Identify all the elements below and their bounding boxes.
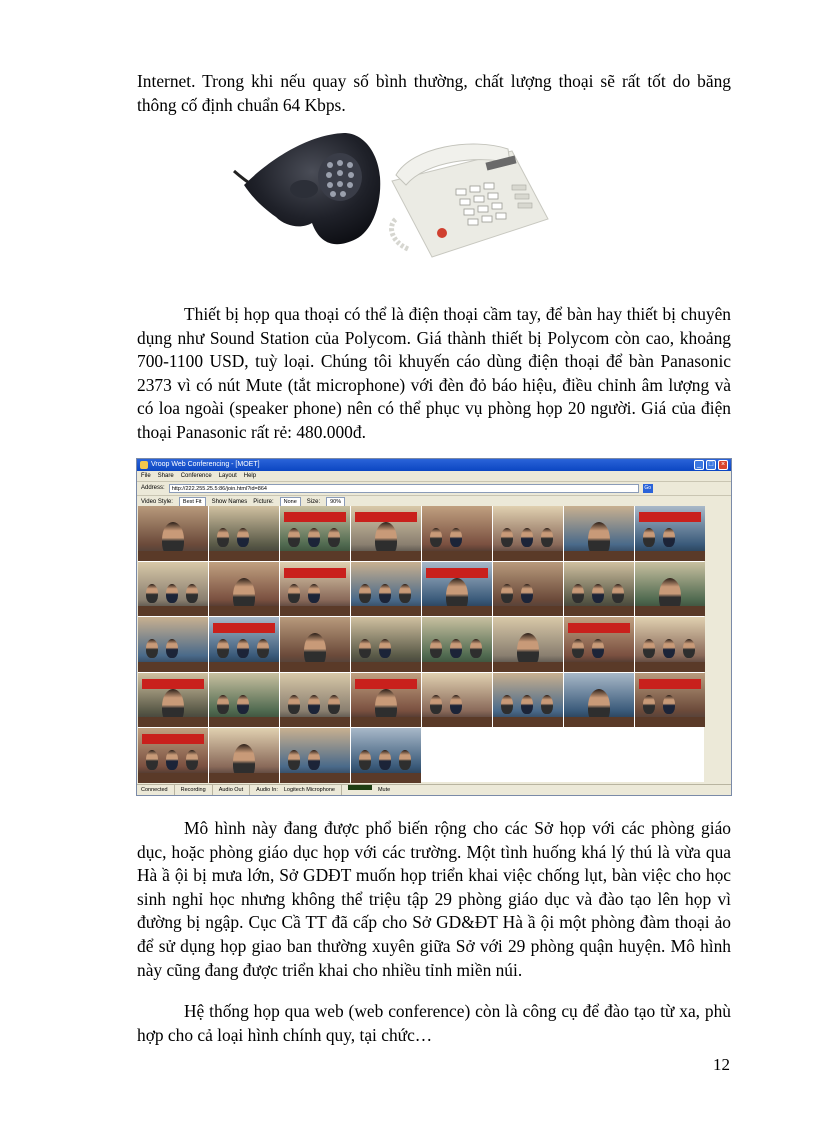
participant-video-tile[interactable] xyxy=(493,617,563,672)
paragraph-web-conference: Hệ thống họp qua web (web conference) còn là công cụ để đào tạo từ xa, phù hợp cho cả loại hình chính quy, tại chức… xyxy=(137,1001,731,1045)
panasonic-desk-phone-image xyxy=(382,141,552,261)
window-title: Vroop Web Conferencing - [MOET] xyxy=(151,461,260,468)
size-select[interactable]: 90% xyxy=(326,497,345,507)
video-style-select[interactable]: Best Fit xyxy=(179,497,206,507)
polycom-soundstation-image xyxy=(232,127,382,263)
participant-video-tile[interactable] xyxy=(138,728,208,783)
participant-video-grid xyxy=(138,506,704,782)
participant-video-tile[interactable] xyxy=(635,673,705,728)
participant-video-tile[interactable] xyxy=(564,562,634,617)
participant-video-tile[interactable] xyxy=(280,562,350,617)
status-audio-in: Audio In: xyxy=(256,787,278,793)
audio-in-device[interactable]: Logitech Microphone xyxy=(284,785,342,795)
participant-video-tile[interactable] xyxy=(138,562,208,617)
paragraph-intro: Internet. Trong khi nếu quay số bình thường, chất lượng thoại sẽ rất tốt do băng thông cố định chuẩn 64 Kbps. xyxy=(137,71,731,115)
status-bar xyxy=(137,784,731,795)
participant-video-tile[interactable] xyxy=(422,673,492,728)
maximize-icon[interactable]: □ xyxy=(706,460,716,470)
participant-video-tile[interactable] xyxy=(493,673,563,728)
participant-video-tile[interactable] xyxy=(564,673,634,728)
participant-video-tile[interactable] xyxy=(138,506,208,561)
participant-video-tile[interactable] xyxy=(351,506,421,561)
participant-video-tile[interactable] xyxy=(351,673,421,728)
web-conference-screenshot xyxy=(136,458,732,796)
menu-conference[interactable]: Conference xyxy=(180,473,212,479)
status-audio-out[interactable]: Audio Out xyxy=(219,785,250,795)
address-bar xyxy=(137,481,731,495)
menu-share[interactable]: Share xyxy=(157,473,174,479)
minimize-icon[interactable]: _ xyxy=(694,460,704,470)
mute-checkbox[interactable]: Mute xyxy=(377,787,391,793)
go-button[interactable]: Go xyxy=(644,485,652,491)
paragraph-model: Mô hình này đang được phổ biến rộng cho các Sở họp với các phòng giáo dục, hoặc phòng giáo dục họp với các trường. Một tình huống khá lý thú là vừa qua Hà ầ ội bị mưa lớn, Sở GDĐT muốn họp triển khai việc chống lụt, bàn việc cho học sinh nghỉ học nhưng không thể triệu tập 29 phòng giáo dục và đào tạo lên họp vì đường bị ngập. Cục Cầ TT đã cấp cho Sở GD&ĐT Hà ầ ội một phòng đàm thoại ảo để sử dụng họp giao ban thường xuyên giữa Sở với 29 phòng quận huyện. Mô hình này cũng đang được triển khai cho nhiều tỉnh miền núi. xyxy=(137,818,731,980)
participant-video-tile[interactable] xyxy=(351,562,421,617)
size-label: Size: xyxy=(306,499,321,505)
participant-video-tile[interactable] xyxy=(422,562,492,617)
video-style-label: Video Style: xyxy=(141,499,173,505)
participant-video-tile[interactable] xyxy=(422,506,492,561)
app-icon xyxy=(140,461,148,469)
address-input[interactable]: http://222.255.25.5:86/join.html?id=864 xyxy=(169,484,639,493)
devices-photo xyxy=(232,127,552,267)
window-titlebar xyxy=(137,459,731,471)
close-icon[interactable]: × xyxy=(718,460,728,470)
participant-video-tile[interactable] xyxy=(280,673,350,728)
participant-video-tile[interactable] xyxy=(209,673,279,728)
picture-select[interactable]: None xyxy=(280,497,301,507)
participant-video-tile[interactable] xyxy=(209,562,279,617)
participant-video-tile[interactable] xyxy=(493,506,563,561)
participant-video-tile[interactable] xyxy=(138,617,208,672)
address-label: Address: xyxy=(141,485,165,491)
participant-video-tile[interactable] xyxy=(351,728,421,783)
participant-video-tile[interactable] xyxy=(280,506,350,561)
menu-bar xyxy=(137,471,731,481)
participant-video-tile[interactable] xyxy=(635,617,705,672)
participant-video-tile[interactable] xyxy=(209,617,279,672)
menu-help[interactable]: Help xyxy=(243,473,257,479)
show-names-checkbox[interactable]: Show Names xyxy=(211,499,248,505)
participant-video-tile[interactable] xyxy=(422,617,492,672)
paragraph-devices: Thiết bị họp qua thoại có thể là điện thoại cầm tay, để bàn hay thiết bị chuyên dụng như Sound Station của Polycom. Giá thành thiết bị Polycom còn cao, khoảng 700-1100 USD, tuỳ loại. Chúng tôi khuyến cáo dùng điện thoại để bàn Panasonic 2373 vì có nút Mute (tắt microphone) với đèn đỏ báo hiệu, điều chỉnh âm lượng và có loa ngoài (speaker phone) nên có thể phục vụ phòng họp 20 người. Giá của điện thoại Panasonic rất rẻ: 480.000đ. xyxy=(137,304,731,442)
participant-video-tile[interactable] xyxy=(564,617,634,672)
status-connected: Connected xyxy=(141,785,175,795)
menu-file[interactable]: File xyxy=(141,473,151,479)
participant-video-tile[interactable] xyxy=(209,506,279,561)
participant-video-tile[interactable] xyxy=(635,562,705,617)
page-number: 12 xyxy=(713,1055,730,1074)
participant-video-tile[interactable] xyxy=(493,562,563,617)
picture-label: Picture: xyxy=(253,499,274,505)
participant-video-tile[interactable] xyxy=(209,728,279,783)
participant-video-tile[interactable] xyxy=(138,673,208,728)
status-recording[interactable]: Recording xyxy=(181,785,213,795)
participant-video-tile[interactable] xyxy=(635,506,705,561)
participant-video-tile[interactable] xyxy=(351,617,421,672)
participant-video-tile[interactable] xyxy=(564,506,634,561)
participant-video-tile[interactable] xyxy=(280,617,350,672)
audio-level-meter xyxy=(348,785,372,790)
participant-video-tile[interactable] xyxy=(280,728,350,783)
menu-layout[interactable]: Layout xyxy=(218,473,237,479)
